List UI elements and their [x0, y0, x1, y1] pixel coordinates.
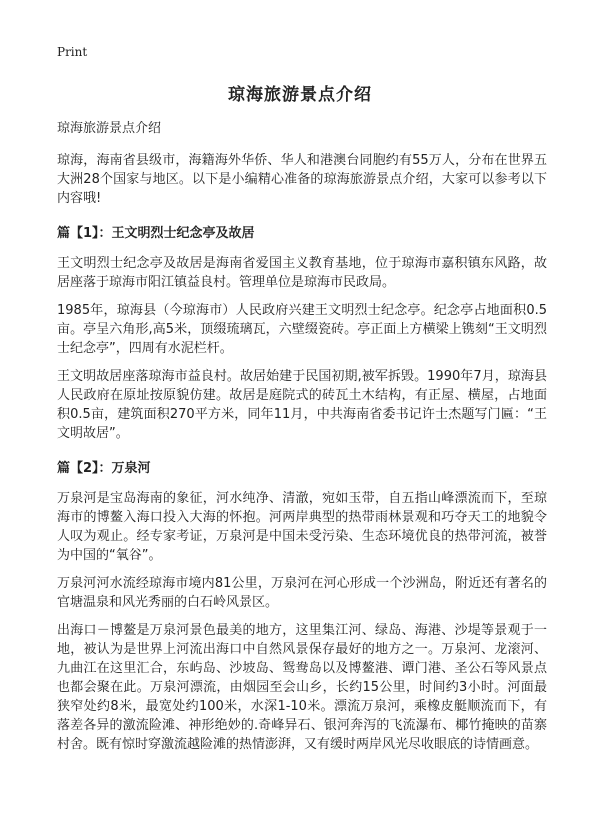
section-heading-1: 篇【1】：王文明烈士纪念亭及故居: [57, 226, 255, 241]
section-heading-2: 篇【2】：万泉河: [57, 461, 151, 476]
article-body: [57, 119, 547, 763]
section-1-paragraph-1: 王文明烈士纪念亭及故居是海南省爱国主义教育基地，位于琼海市嘉积镇东风路，故居座落于琼海市阳江镇益良村。管理单位是琼海市民政局。: [57, 256, 547, 290]
section-2-paragraph-2: 万泉河河水流经琼海市境内81公里，万泉河在河心形成一个沙洲岛，附近还有著名的官塘温泉和风光秀丽的白石岭风景区。: [57, 576, 547, 610]
print-link[interactable]: Print: [57, 45, 88, 59]
intro-paragraph: 琼海，海南省县级市，海籍海外华侨、华人和港澳台同胞约有55万人，分布在世界五大洲28个国家与地区。以下是小编精心准备的琼海旅游景点介绍，大家可以参考以下内容哦!: [57, 153, 547, 206]
article-subtitle: 琼海旅游景点介绍: [57, 121, 162, 136]
section-1-paragraph-2: 1985年，琼海县（今琼海市）人民政府兴建王文明烈士纪念亭。纪念亭占地面积0.5亩。亭呈六角形,高5米，顶缀琉璃瓦，六壁缀瓷砖。亭正面上方横梁上镌刻“王文明烈士纪念亭”，四周有水泥栏杆。: [57, 303, 547, 356]
section-1-paragraph-3: 王文明故居座落琼海市益良村。故居始建于民国初期,被军拆毁。1990年7月，琼海县人民政府在原址按原貌仿建。故居是庭院式的砖瓦土木结构，有正屋、横屋，占地面积0.5亩，建筑面积270平方米，同年11月，中共海南省委书记许士杰题写门匾：“王文明故居”。: [57, 369, 547, 441]
section-2-paragraph-3: 出海口－博鳌是万泉河景色最美的地方，这里集江河、绿岛、海港、沙堤等景观于一地，被认为是世界上河流出海口中自然风景保存最好的地方之一。万泉河、龙滚河、九曲江在这里汇合，东屿岛、沙坡岛、鸳鸯岛以及博鳌港、谭门港、圣公石等风景点也都会聚在此。万泉河漂流，由烟园至会山乡，长约15公里，时间约3小时。河面最狭窄处约8米，最宽处约100米，水深1-10米。漂流万泉河，乘橡皮艇顺流而下，有落差各异的激流险滩、神形绝妙的.奇峰异石、银河奔泻的飞流瀑布、椰竹掩映的苗寨村舍。既有惊时穿激流越险滩的热情澎湃，又有缓时两岸风光尽收眼底的诗情画意。: [57, 623, 547, 752]
page-title: 琼海旅游景点介绍: [228, 85, 372, 105]
section-2-paragraph-1: 万泉河是宝岛海南的象征，河水纯净、清澈，宛如玉带，自五指山峰漂流而下，至琼海市的博鳌入海口投入大海的怀抱。河两岸典型的热带雨林景观和巧夺天工的地貌令人叹为观止。经专家考证，万泉河是中国未受污染、生态环境优良的热带河流，被誉为中国的“氧谷”。: [57, 491, 547, 563]
